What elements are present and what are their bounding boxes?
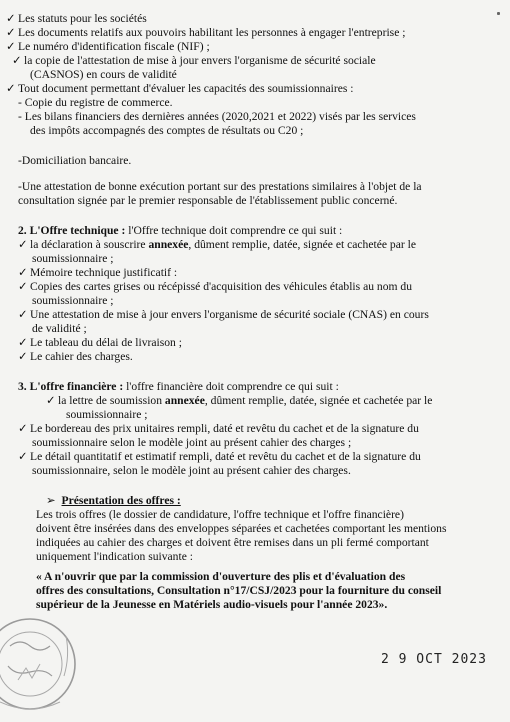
fin-item-bordereau-cont: soumissionnaire selon le modèle joint au présent cahier des charges ; <box>32 436 352 449</box>
fin-heading: 3. L'offre financière : l'offre financière doit comprendre ce qui suit : <box>18 380 339 393</box>
req-item-capacites: ✓ Tout document permettant d'évaluer les capacités des soumissionnaires : <box>6 82 354 95</box>
fin-item-bordereau: ✓ Le bordereau des prix unitaires rempli, daté et revêtu du cachet et de la signature du <box>18 422 419 435</box>
checkmark-icon: ✓ <box>6 12 16 25</box>
tech-item-declaration: ✓ la déclaration à souscrire annexée, dûment remplie, datée, signée et cachetée par le <box>18 238 416 251</box>
req-sub-registre: - Copie du registre de commerce. <box>18 96 173 109</box>
tech-item-cartes: ✓ Copies des cartes grises ou récépissé d'acquisition des véhicules établis au nom du <box>18 280 413 293</box>
pres-quote-1: « A n'ouvrir que par la commission d'ouverture des plis et d'évaluation des <box>36 570 406 583</box>
fin-item-lettre-cont: soumissionnaire ; <box>66 408 148 421</box>
attestation-line-2: consultation signée par le premier responsable de l'établissement public concerné. <box>18 194 398 207</box>
domiciliation: -Domiciliation bancaire. <box>18 154 132 167</box>
official-stamp <box>0 606 80 722</box>
checkmark-icon: ✓ <box>18 336 28 349</box>
checkmark-icon: ✓ <box>18 238 28 251</box>
checkmark-icon: ✓ <box>46 394 56 407</box>
date-stamp: 2 9 OCT 2023 <box>381 652 487 667</box>
fin-item-lettre: ✓ la lettre de soumission annexée, dûment remplie, datée, signée et cachetée par le <box>46 394 433 407</box>
checkmark-icon: ✓ <box>6 40 16 53</box>
req-sub-bilans-cont: des impôts accompagnés des comptes de résultats ou C20 ; <box>30 124 304 137</box>
checkmark-icon: ✓ <box>18 280 28 293</box>
tech-item-cartes-cont: soumissionnaire ; <box>32 294 114 307</box>
req-sub-bilans: - Les bilans financiers des dernières années (2020,2021 et 2022) visés par les services <box>18 110 416 123</box>
pres-para-2: doivent être insérées dans des enveloppes séparées et cachetées comportant les mentions <box>36 522 447 535</box>
tech-heading: 2. L'Offre technique : l'Offre technique doit comprendre ce qui suit : <box>18 224 343 237</box>
req-item-casnos-cont: (CASNOS) en cours de validité <box>30 68 177 81</box>
tech-item-cahier: ✓ Le cahier des charges. <box>18 350 133 363</box>
req-item-casnos: ✓ la copie de l'attestation de mise à jour envers l'organisme de sécurité sociale <box>12 54 376 67</box>
tech-item-cnas-cont: de validité ; <box>32 322 87 335</box>
req-item-nif: ✓ Le numéro d'identification fiscale (NIF) ; <box>6 40 210 53</box>
tech-item-memoire: ✓ Mémoire technique justificatif : <box>18 266 178 279</box>
tech-item-cnas: ✓ Une attestation de mise à jour envers l'organisme de sécurité sociale (CNAS) en cours <box>18 308 429 321</box>
tech-item-delai: ✓ Le tableau du délai de livraison ; <box>18 336 182 349</box>
fin-item-detail-cont: soumissionnaire, selon le modèle joint au présent cahier des charges. <box>32 464 351 477</box>
pres-quote-2: offres des consultations, Consultation n°17/CSJ/2023 pour la fourniture du conseil <box>36 584 442 597</box>
arrow-icon: ➢ <box>46 494 56 507</box>
pres-quote-3: supérieur de la Jeunesse en Matériels audio-visuels pour l'année 2023». <box>36 598 388 611</box>
checkmark-icon: ✓ <box>18 450 28 463</box>
req-item-documents: ✓ Les documents relatifs aux pouvoirs habilitant les personnes à engager l'entreprise ; <box>6 26 406 39</box>
checkmark-icon: ✓ <box>12 54 22 67</box>
checkmark-icon: ✓ <box>18 266 28 279</box>
tech-item-declaration-cont: soumissionnaire ; <box>32 252 114 265</box>
checkmark-icon: ✓ <box>18 350 28 363</box>
checkmark-icon: ✓ <box>6 82 16 95</box>
pres-para-1: Les trois offres (le dossier de candidature, l'offre technique et l'offre financière) <box>36 508 404 521</box>
fin-item-detail: ✓ Le détail quantitatif et estimatif rempli, daté et revêtu du cachet et de la signature du <box>18 450 421 463</box>
checkmark-icon: ✓ <box>18 422 28 435</box>
req-item-statuts: ✓ Les statuts pour les sociétés <box>6 12 147 25</box>
checkmark-icon: ✓ <box>18 308 28 321</box>
attestation-line-1: -Une attestation de bonne exécution portant sur des prestations similaires à l'objet de la <box>18 180 422 193</box>
pres-heading: ➢ Présentation des offres : <box>46 494 181 507</box>
page-mark <box>497 12 500 15</box>
pres-para-3: indiquées au cahier des charges et doivent être remises dans un pli fermé comportant <box>36 536 429 549</box>
pres-para-4: uniquement l'indication suivante : <box>36 550 193 563</box>
checkmark-icon: ✓ <box>6 26 16 39</box>
